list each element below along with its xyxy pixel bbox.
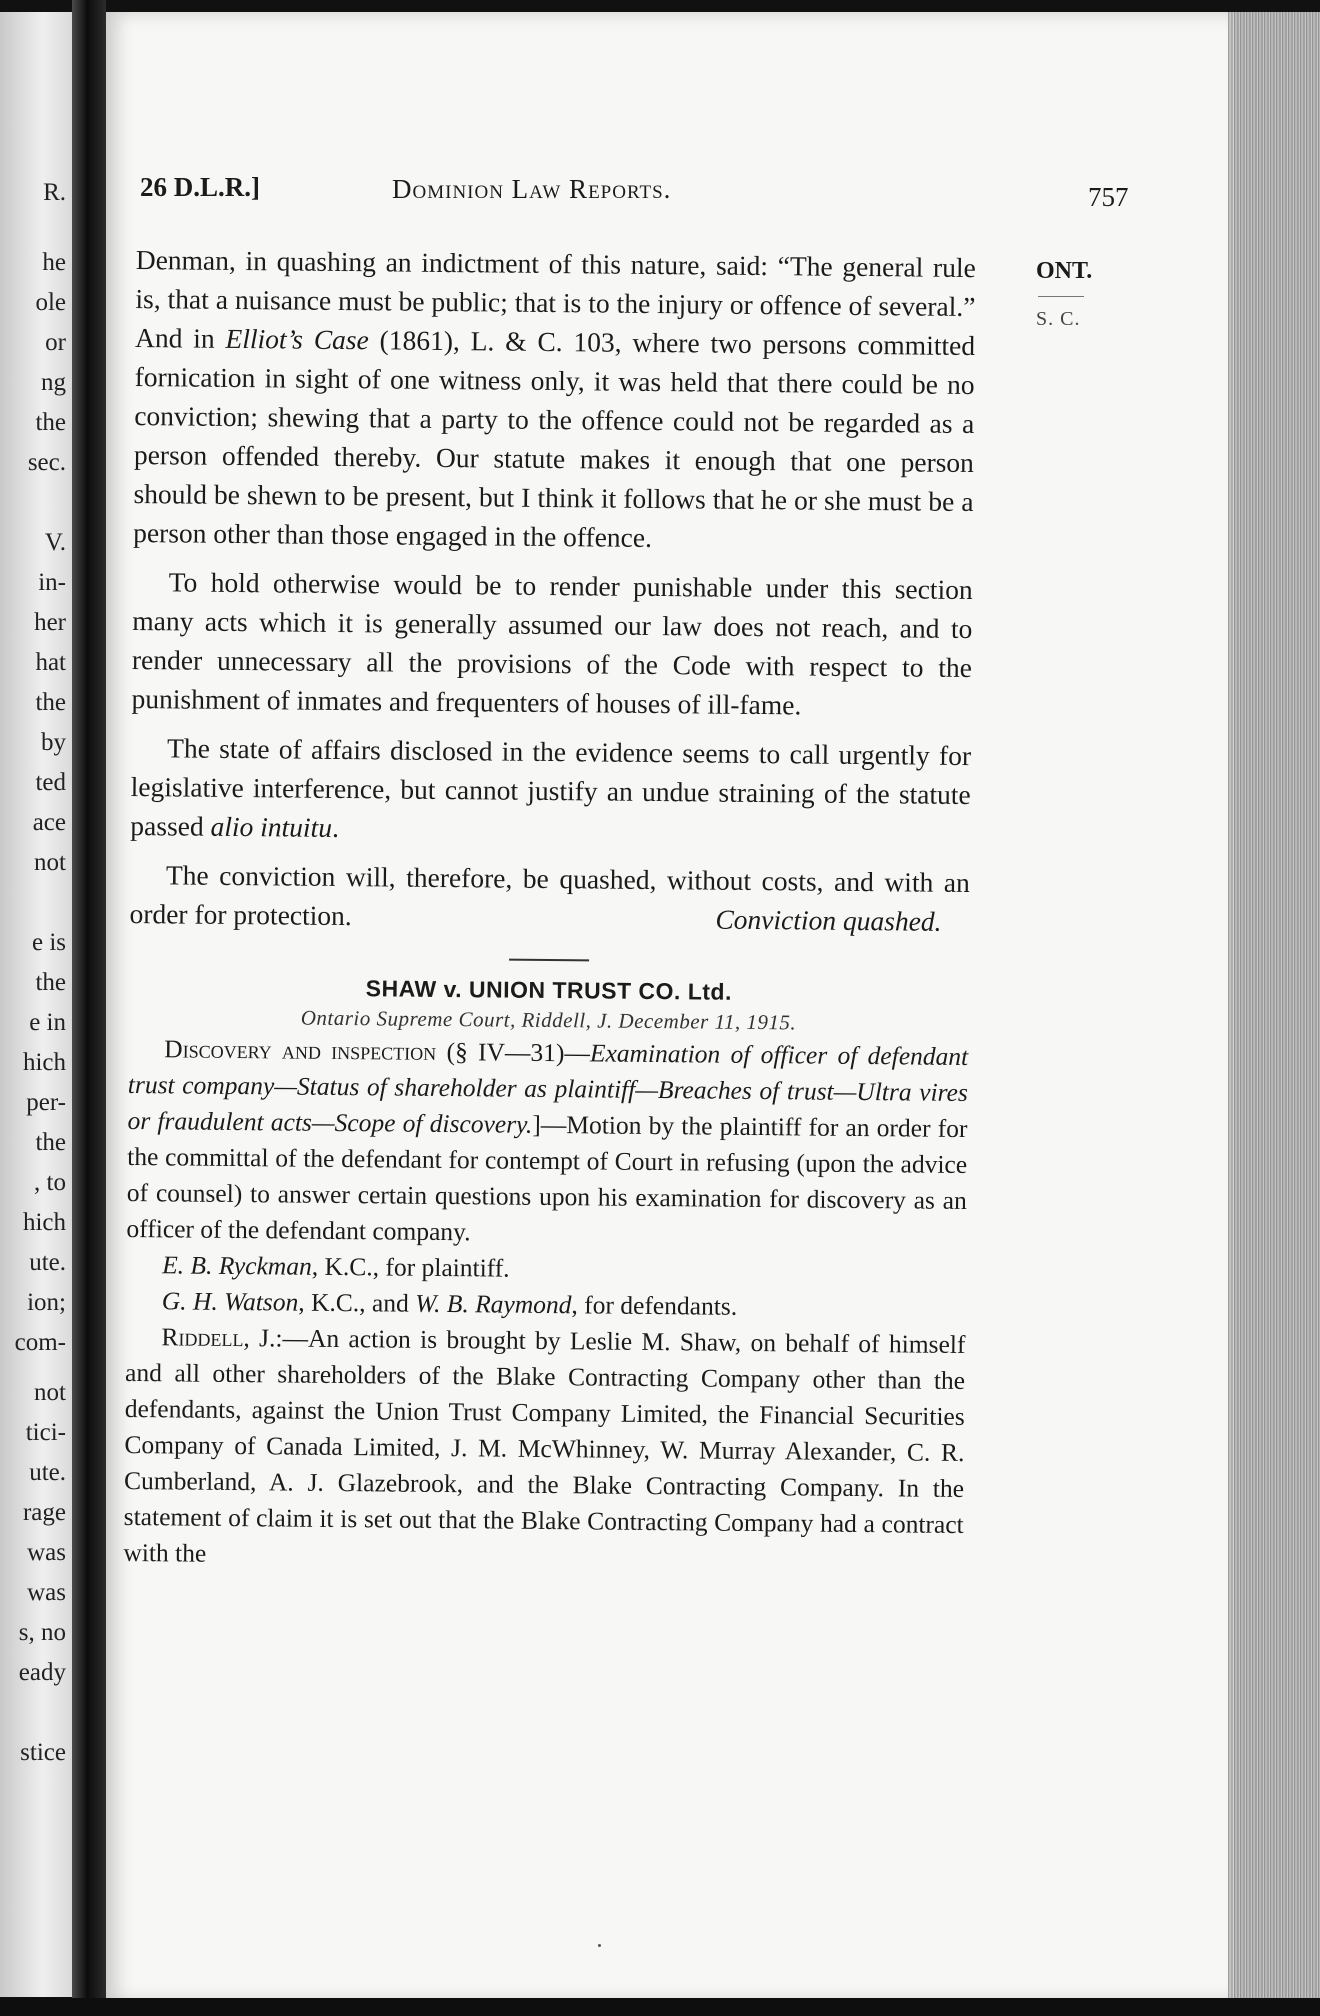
left-page-fragment: , to (34, 1169, 66, 1196)
left-page-fragment: ute. (29, 1249, 66, 1276)
court-and-date: Ontario Supreme Court, Riddell, J. December 11, 1915. (300, 1005, 797, 1035)
sidenote-province: ONT. (1036, 258, 1093, 284)
scan-speck (598, 1944, 601, 1947)
judge-name: Riddell, J. (161, 1322, 276, 1353)
sidenote-rule (1038, 296, 1084, 297)
left-page-fragment: com- (14, 1329, 66, 1356)
left-page-fragment: ole (35, 289, 66, 316)
headnote-catchwords: Examination of officer of defendant trust company—Status of shareholder as plaintiff—Breaches of trust—Ultra vires or fraudulent acts—Scope of discovery. (127, 1038, 969, 1139)
left-page-fragment: hat (35, 649, 66, 676)
left-page-fragment: her (34, 609, 66, 636)
left-page-fragment: rage (22, 1499, 66, 1526)
case-separator-rule (509, 959, 589, 962)
sidenote-court: S. C. (1036, 308, 1081, 330)
paragraph-4: The conviction will, therefore, be quashed, without costs, and with an order for protection. (129, 859, 971, 932)
scan-bottom-border (0, 1998, 1320, 2016)
left-page-fragment: or (45, 329, 66, 356)
case-result: Conviction quashed. (715, 903, 942, 937)
left-page-fragment: ted (35, 769, 66, 796)
left-page-fragment: the (35, 409, 66, 436)
counsel-plaintiff: E. B. Ryckman, K.C., for plaintiff. (162, 1250, 510, 1283)
left-page-fragment: ute. (29, 1459, 66, 1486)
left-page-fragment: was (27, 1539, 66, 1566)
counsel-defendants: G. H. Watson, K.C., and W. B. Raymond, for defendants. (161, 1286, 738, 1321)
page-number: 757 (1088, 182, 1129, 212)
left-page-fragment: was (27, 1579, 66, 1606)
paragraph-1: Denman, in quashing an indictment of this nature, said: “The general rule is, that a nuisance must be public; that is to the injury or offence of several.” And in Elliot’s Case (1861), L. & C. 103, where two persons committed fornication in sight of one witness only, it was held that there could be no conviction; shewing that a party to the offence could not be regarded as a person offended thereby. Our statute makes it enough that one person should be shewn to be present, but I think it follows that he or she must be a person other than those engaged in the offence. (133, 243, 976, 553)
left-page-fragment: by (41, 729, 66, 756)
left-page-fragment: hich (22, 1209, 66, 1236)
book-gutter (72, 0, 106, 2016)
left-page-fragment: V. (44, 529, 66, 556)
page-block-edges (1228, 12, 1320, 2002)
headnote: Discovery and inspection (§ IV—31)—Examination of officer of defendant trust company—Status of shareholder as plaintiff—Breaches of trust—Ultra vires or fraudulent acts—Scope of discovery.]—Motion by the plaintiff for an order for the committal of the defendant for contempt of Court in refusing (upon the advice of counsel) to answer certain questions upon his examination for discovery as an officer of the defendant company. (126, 1034, 969, 1247)
headnote-topic: Discovery and inspection (164, 1034, 437, 1066)
left-page-fragment: ng (41, 369, 66, 396)
left-page-fragment: hich (22, 1049, 66, 1076)
left-page-fragment: sec. (27, 449, 66, 476)
left-page-fragment: tici- (25, 1419, 66, 1446)
left-page-fragment: eady (18, 1659, 66, 1686)
left-page-fragment: stice (20, 1739, 66, 1766)
page-body (123, 240, 976, 1579)
paragraph-2: To hold otherwise would be to render punishable under this section many acts which it is generally assumed our law does not reach, and to render unnecessary all the provisions of the Code with respect to the punishment of inmates and frequenters of houses of ill-fame. (131, 566, 973, 721)
left-page-fragment: the (35, 969, 66, 996)
left-page-fragment: not (34, 1379, 66, 1406)
case-title: SHAW v. UNION TRUST CO. Ltd. (365, 975, 733, 1005)
paragraph-3: The state of affairs disclosed in the evidence seems to call urgently for legislative interference, but cannot justify an undue straining of the statute passed alio intuitu. (130, 732, 972, 843)
left-page-fragment: per- (26, 1089, 66, 1116)
running-head (140, 172, 1140, 212)
volume-reference: 26 D.L.R.] (140, 172, 260, 202)
judgment-opening: Riddell, J.:—An action is brought by Leslie M. Shaw, on behalf of himself and all other shareholders of the Blake Contracting Company other than the defendants, against the Union Trust Company Limited, the Financial Securities Company of Canada Limited, J. M. McWhinney, W. Murray Alexander, C. R. Cumberland, A. J. Glazebrook, and the Blake Contracting Company. In the statement of claim it is set out that the Blake Contracting Company had a contract with the (123, 1322, 966, 1568)
left-page-fragment: e in (29, 1009, 66, 1036)
left-page-fragment: in- (38, 569, 66, 596)
left-page-fragment: he (42, 249, 66, 276)
left-page-fragment: ion; (27, 1289, 66, 1316)
left-page-fragment: not (34, 849, 66, 876)
latin-phrase: alio intuitu (210, 810, 333, 843)
left-page-fragment: ace (32, 809, 66, 836)
case-citation: Elliot’s Case (225, 322, 369, 356)
left-page-edge (0, 12, 72, 1997)
left-page-fragment: s, no (18, 1619, 66, 1646)
left-page-fragment: e is (31, 929, 66, 956)
left-page-fragment: the (35, 1129, 66, 1156)
publication-title: Dominion Law Reports. (392, 174, 672, 204)
left-page-fragment: the (35, 689, 66, 716)
left-page-fragment: R. (43, 179, 66, 206)
